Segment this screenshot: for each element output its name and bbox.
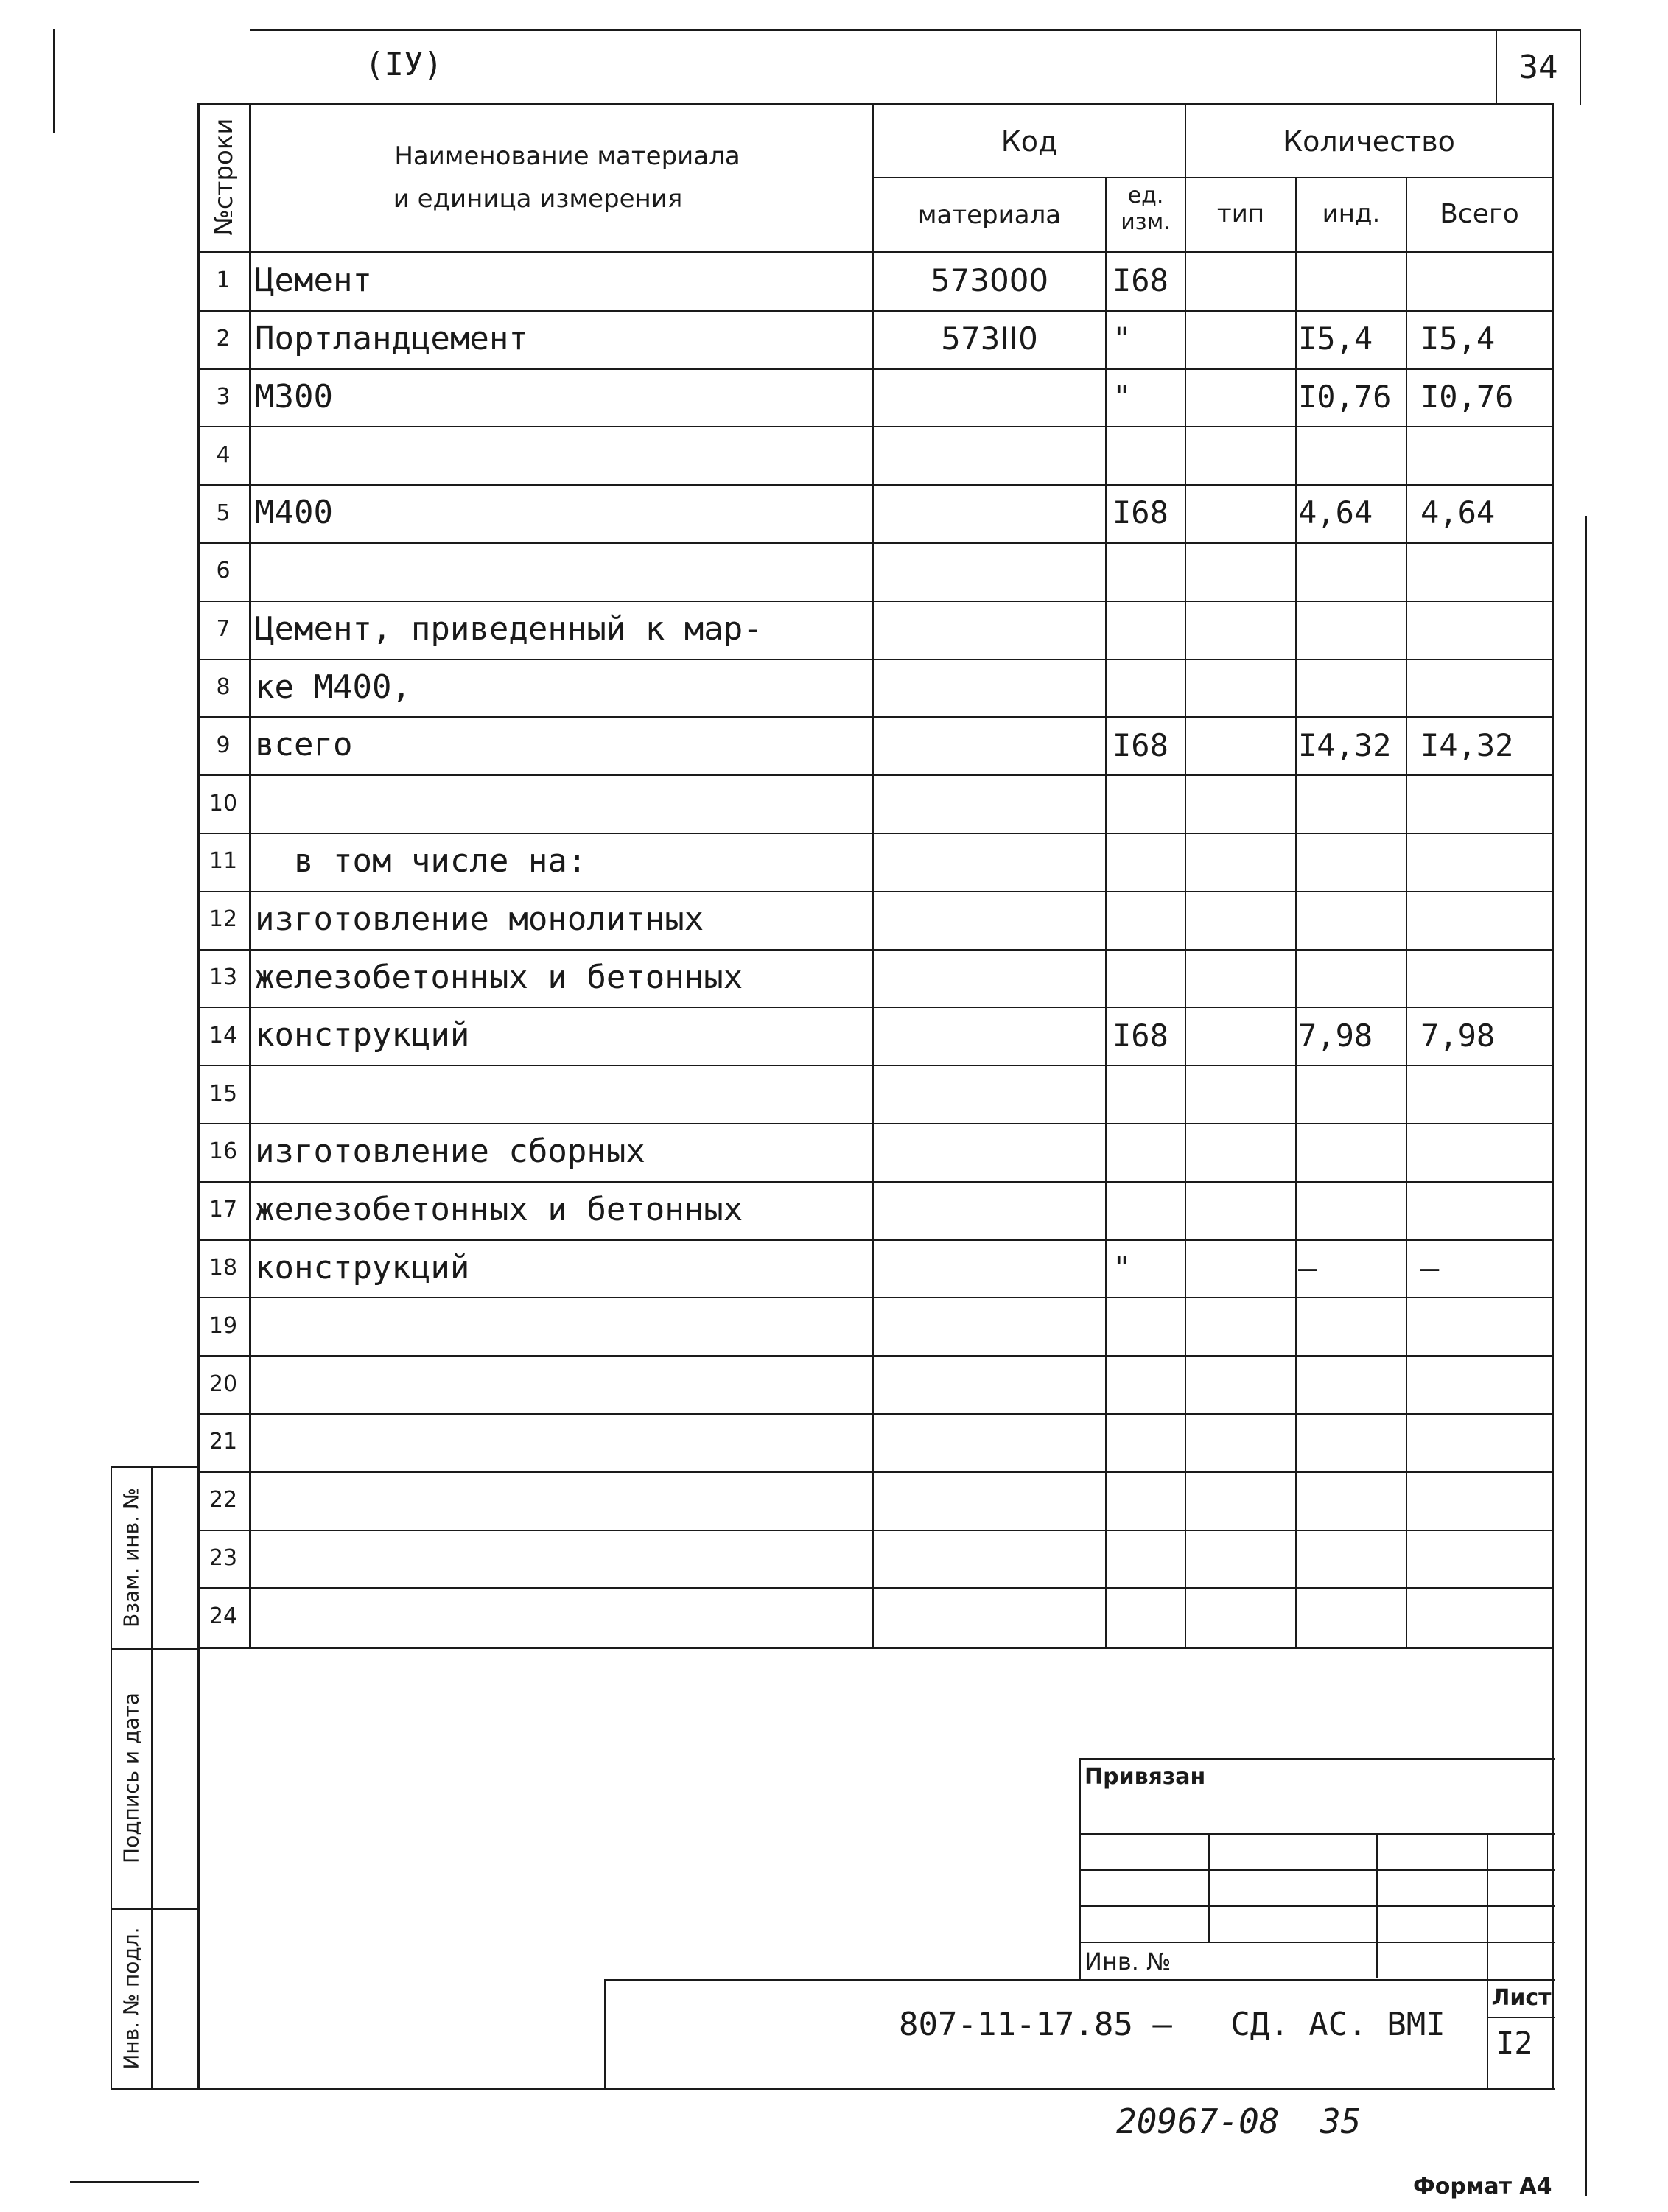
code-header: Код <box>1001 125 1058 158</box>
format-label: Формат А4 <box>1413 2174 1552 2199</box>
name-header-line1: Наименование материала <box>394 141 740 171</box>
qty-ind: 4,64 <box>1298 494 1373 531</box>
qty-total: I4,32 <box>1420 727 1514 763</box>
material-name: ке М400, <box>255 668 411 706</box>
material-name: изготовление монолитных <box>255 900 704 938</box>
unit-code: " <box>1112 1249 1132 1286</box>
material-name: Цемент <box>255 262 372 299</box>
qty-ind: I0,76 <box>1298 378 1392 415</box>
row-number: 4 <box>216 441 231 468</box>
material-name: железобетонных и бетонных <box>255 958 743 996</box>
material-code: 573000 <box>930 262 1049 299</box>
section-label: (IУ) <box>365 46 443 83</box>
row-number: 19 <box>208 1312 238 1339</box>
material-name: изготовление сборных <box>255 1133 645 1170</box>
row-number: 11 <box>208 848 238 875</box>
unit-code: I68 <box>1112 262 1168 299</box>
row-number: 17 <box>208 1197 238 1223</box>
unit-code: I68 <box>1112 494 1168 531</box>
material-name: железобетонных и бетонных <box>255 1190 743 1228</box>
material-name: конструкций <box>255 1016 470 1054</box>
row-number: 22 <box>208 1487 238 1513</box>
row-number: 16 <box>208 1138 238 1165</box>
qty-ind: I5,4 <box>1298 321 1373 357</box>
row-number: 14 <box>208 1022 238 1049</box>
row-number: 13 <box>208 965 238 990</box>
podpis-data-label: Подпись и дата <box>119 1693 144 1863</box>
row-number: 5 <box>216 500 231 526</box>
row-number: 18 <box>208 1255 238 1281</box>
row-number: 1 <box>216 267 231 294</box>
material-code: 573II0 <box>941 321 1038 357</box>
unit-code: I68 <box>1112 1017 1168 1054</box>
sheet-label: Лист <box>1491 1985 1552 2011</box>
inv-no-label: Инв. № <box>1084 1947 1171 1975</box>
row-number: 12 <box>208 906 238 933</box>
vzam-inv-label: Взам. инв. № <box>119 1487 144 1628</box>
qty-ind: 7,98 <box>1298 1017 1373 1054</box>
row-number: 21 <box>208 1429 238 1455</box>
row-number: 23 <box>208 1545 238 1571</box>
row-number: 8 <box>216 674 231 700</box>
row-number: 6 <box>216 558 231 584</box>
qty-ind: – <box>1298 1249 1317 1286</box>
material-name: М300 <box>255 377 333 416</box>
name-header-line2: и единица измерения <box>393 184 683 214</box>
row-number: 9 <box>216 732 231 758</box>
page-number: 34 <box>1518 49 1558 86</box>
row-number: 24 <box>208 1603 238 1629</box>
row-number: 10 <box>208 790 238 816</box>
qty-total: 7,98 <box>1420 1017 1496 1054</box>
code-material-header: материала <box>917 200 1062 230</box>
row-number: 20 <box>208 1371 238 1397</box>
qty-ind: I4,32 <box>1298 727 1392 763</box>
ind-header: инд. <box>1322 199 1381 228</box>
total-header: Всего <box>1440 199 1519 229</box>
qty-total: – <box>1420 1249 1440 1286</box>
qty-total: I0,76 <box>1420 378 1514 415</box>
row-number: 15 <box>208 1080 238 1107</box>
row-number: 7 <box>216 616 231 643</box>
material-name: Портландцемент <box>255 319 528 357</box>
document-designation: 807-11-17.85 – СД. АС. ВМI <box>899 2006 1446 2043</box>
unit-header-line2: изм. <box>1121 209 1171 235</box>
unit-code: " <box>1112 378 1132 415</box>
material-name: Цемент, приведенный к мар- <box>255 609 763 648</box>
row-number: 3 <box>216 384 231 410</box>
unit-code: I68 <box>1112 727 1168 763</box>
material-name: конструкций <box>255 1248 470 1287</box>
material-name: в том числе на: <box>255 842 587 880</box>
material-name: всего <box>255 726 353 764</box>
sheet-number: I2 <box>1496 2025 1533 2061</box>
type-header: тип <box>1216 199 1265 228</box>
material-name: М400 <box>255 494 333 532</box>
qty-total: 4,64 <box>1420 494 1496 531</box>
quantity-header: Количество <box>1283 125 1455 158</box>
row-number-header: №строки <box>209 118 239 236</box>
row-number: 2 <box>216 326 231 352</box>
qty-total: I5,4 <box>1420 321 1496 357</box>
handwritten-archive-number: 20967-08 35 <box>1116 2101 1362 2141</box>
privyazan-label: Привязан <box>1084 1764 1206 1790</box>
inv-podl-label: Инв. № подл. <box>119 1927 144 2070</box>
unit-header-line1: ед. <box>1127 183 1164 209</box>
unit-code: " <box>1112 321 1132 357</box>
